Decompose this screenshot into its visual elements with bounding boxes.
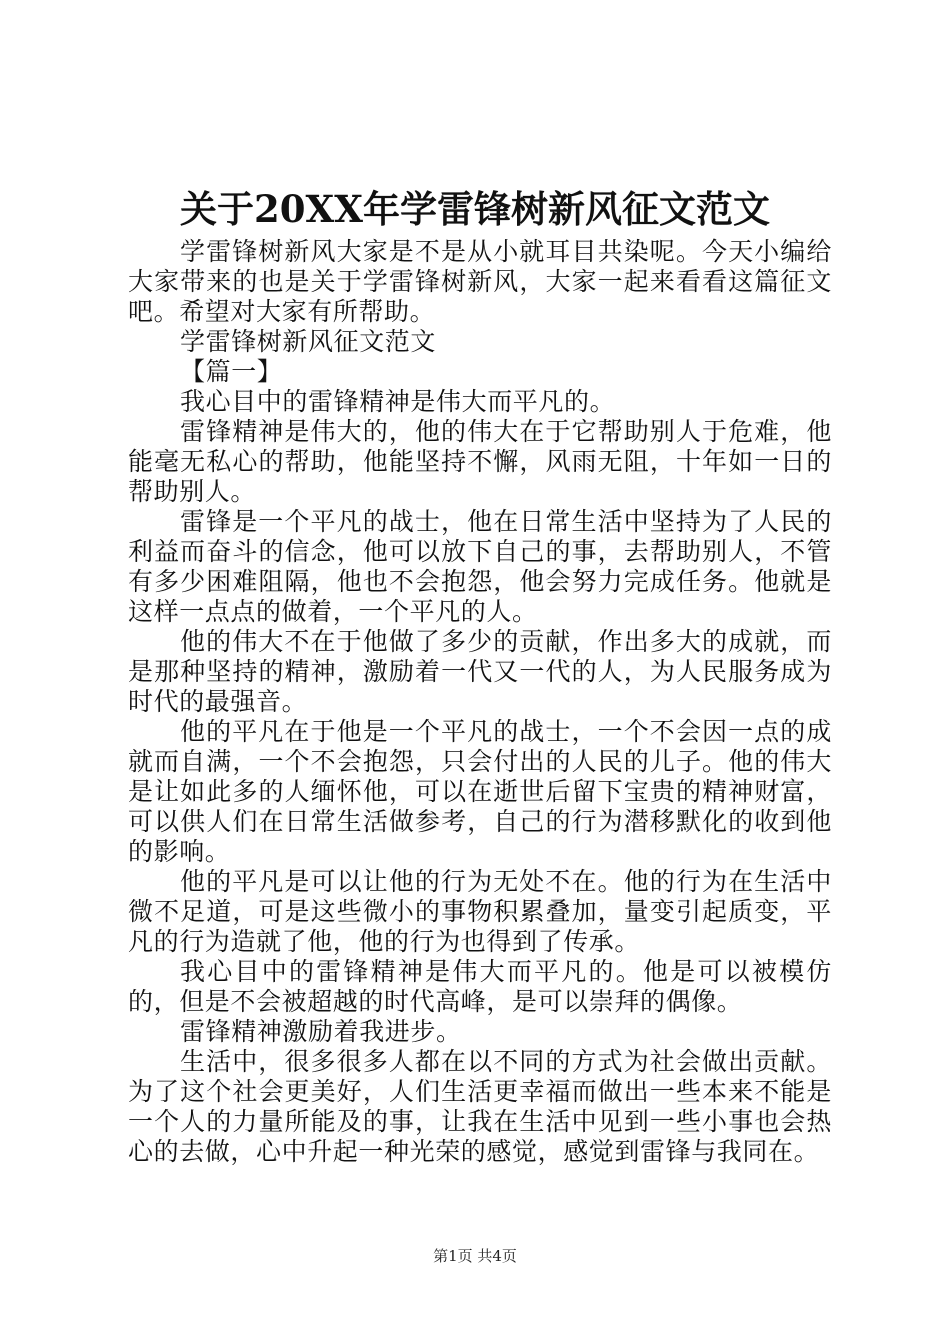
- page-number: 第1页 共4页: [433, 1247, 517, 1265]
- paragraph-subtitle: 学雷锋树新风征文范文: [180, 327, 437, 356]
- paragraph: 生活中，很多很多人都在以不同的方式为社会做出贡献。为了这个社会更美好，人们生活更幸福而做出一些本来不能是一个人的力量所能及的事，让我在生活中见到一些小事也会热心的去做，心中升起一种光荣的感觉，感觉到雷锋与我同在。: [128, 1047, 832, 1166]
- document-title: 关于20XX年学雷锋树新风征文范文: [180, 187, 770, 231]
- document-body: [128, 237, 832, 1167]
- paragraph: 他的伟大不在于他做了多少的贡献，作出多大的成就，而是那种坚持的精神，激励着一代又一代的人，为人民服务成为时代的最强音。: [128, 627, 832, 716]
- paragraph: 他的平凡是可以让他的行为无处不在。他的行为在生活中微不足道，可是这些微小的事物积累叠加，量变引起质变，平凡的行为造就了他，他的行为也得到了传承。: [128, 867, 832, 956]
- paragraph: 雷锋精神是伟大的，他的伟大在于它帮助别人于危难，他能毫无私心的帮助，他能坚持不懈，风雨无阻，十年如一日的帮助别人。: [128, 417, 832, 506]
- paragraph-section-heading: 【篇一】: [180, 357, 283, 386]
- paragraph: 雷锋精神激励着我进步。: [180, 1017, 462, 1046]
- paragraph: 我心目中的雷锋精神是伟大而平凡的。: [180, 387, 616, 416]
- paragraph: 雷锋是一个平凡的战士，他在日常生活中坚持为了人民的利益而奋斗的信念，他可以放下自己的事，去帮助别人，不管有多少困难阻隔，他也不会抱怨，他会努力完成任务。他就是这样一点点的做着，一个平凡的人。: [128, 507, 832, 626]
- paragraph-intro: 学雷锋树新风大家是不是从小就耳目共染呢。今天小编给大家带来的也是关于学雷锋树新风，大家一起来看看这篇征文吧。希望对大家有所帮助。: [128, 237, 832, 326]
- paragraph: 我心目中的雷锋精神是伟大而平凡的。他是可以被模仿的，但是不会被超越的时代高峰，是可以崇拜的偶像。: [128, 957, 832, 1016]
- paragraph: 他的平凡在于他是一个平凡的战士，一个不会因一点的成就而自满，一个不会抱怨，只会付出的人民的儿子。他的伟大是让如此多的人缅怀他，可以在逝世后留下宝贵的精神财富，可以供人们在日常生活做参考，自己的行为潜移默化的收到他的影响。: [128, 717, 832, 866]
